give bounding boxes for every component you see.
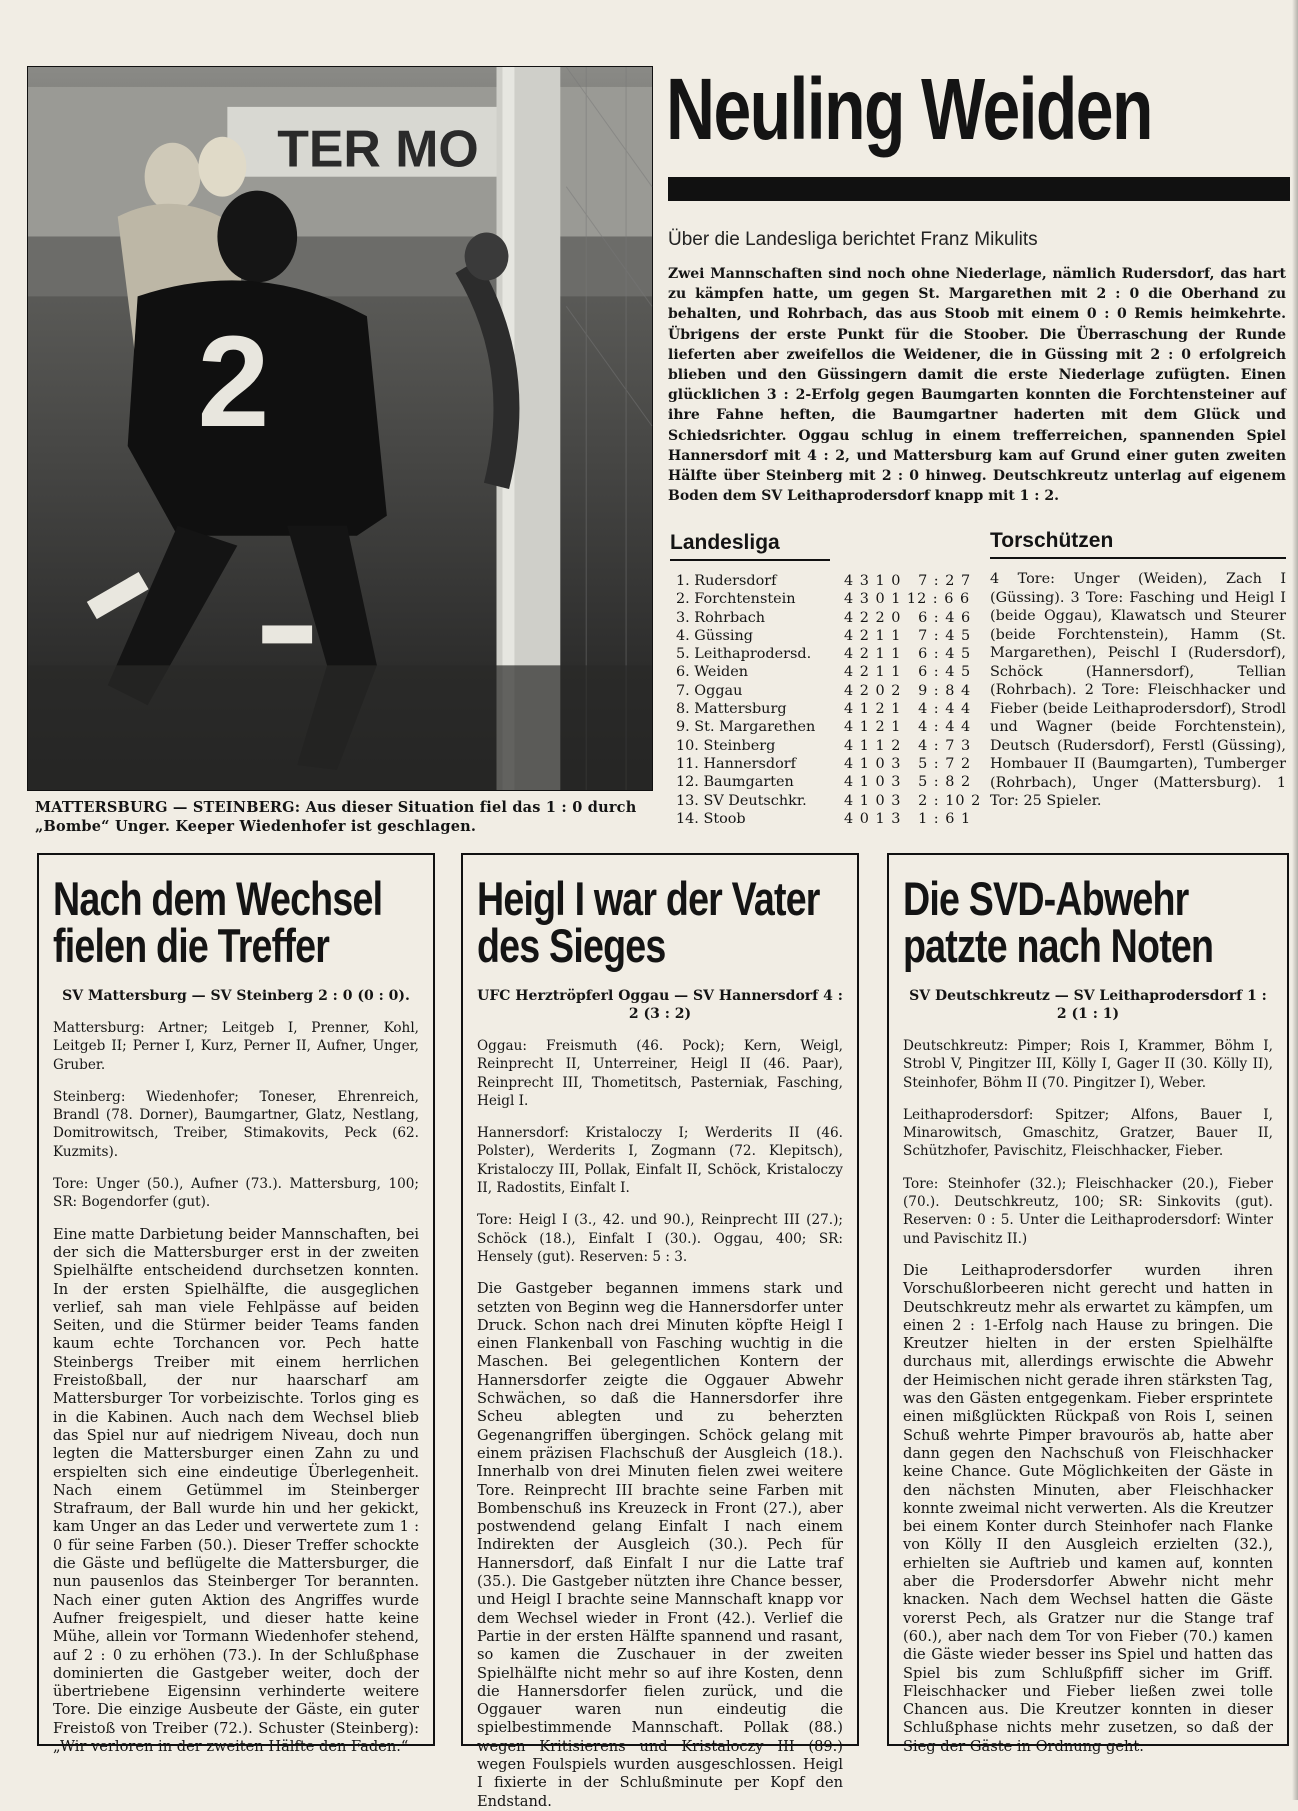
- team-name: 1. Rudersdorf: [676, 573, 777, 589]
- scorers-title: Torschützen: [990, 529, 1286, 559]
- report-body: Die Leithaprodersdorfer wurden ihren Vorschußlorbeeren nicht gerecht und hatten in Deutschkreutz mehr als erwartet zu kämpfen, um einen 2 : 1-Erfolg nach Hause zu bringen. Die Kreutzer hielten in der ersten Spielhälfte durchaus mit, allerdings erwischte die Abwehr der Heimischen nicht gerade ihren stärksten Tag, was den Gästen entgegenkam. Fieber ersprintete einen mißglückten Rückpaß von Rois I, seinen Schuß wehrte Pimper bravourös ab, hatte aber dann gegen den Nachschuß von Fleischhacker keine Chance. Gute Möglichkeiten der Gäste in den nächsten Minuten, aber Fleischhacker konnte zweimal nicht verwerten. Als die Kreutzer bei einem Konter durch Steinhofer nach Flanke von Kölly II den Ausgleich erzielten (32.), erhielten sie Auftrieb und kamen auf, konnten aber die Prodersdorfer Abwehr nicht mehr knacken. Nach dem Wechsel hatten die Gäste vorerst Pech, als Gratzer nur die Stange traf (60.), aber nach dem Tor von Fieber (70.) kamen die Gäste wieder besser ins Spiel und hatten das Spiel bis zum Schlußpfiff sicher im Griff. Fleischhacker und Fieber ließen zwei tolle Chancen aus. Die Kreutzer konnten in dieser Schlußphase nichts mehr zusetzen, so daß der Sieg der Gäste in Ordnung geht.: [903, 1261, 1273, 1755]
- standings-row: [676, 645, 976, 663]
- team-stats: 4 2 1 1 6 : 4 5: [844, 646, 972, 663]
- team-stats: 4 1 2 1 4 : 4 4: [844, 719, 972, 736]
- scorers-text: 4 Tore: Unger (Weiden), Zach I (Güssing). 3 Tore: Fasching und Heigl I (beide Oggau), Klawatsch und Steurer (beide Forchtenstein), Hamm (St. Margarethen), Peischl I (Rudersdorf), Schöck (Hannersdorf), Tellian (Rohrbach). 2 Tore: Fleischhacker und Fieber (beide Leithaprodersdorf), Strodl und Wagner (beide Forchtenstein), Deutsch (Rudersdorf), Ferstl (Güssing), Hombauer II (Baumgarten), Tumberger (Rohrbach), Unger (Mattersburg). 1 Tor: 25 Spieler.: [990, 571, 1286, 809]
- team-name: 2. Forchtenstein: [676, 591, 796, 608]
- match-result: SV Deutschkreutz — SV Leithaprodersdorf 1 : 2 (1 : 1): [909, 988, 1267, 1022]
- team-stats: 4 1 0 3 5 : 7 2: [844, 755, 972, 772]
- team-name: 6. Weiden: [676, 664, 749, 681]
- standings-title: Landesliga: [670, 531, 830, 561]
- report-headline: Die SVD-Abwehr patzte nach Noten: [903, 872, 1214, 972]
- photo-caption: MATTERSBURG — STEINBERG: Aus dieser Situation fiel das 1 : 0 durch „Bombe“ Unger. Keeper Wiedenhofer ist geschlagen.: [35, 799, 637, 835]
- match-photo: [27, 66, 653, 791]
- standings-row: [676, 792, 982, 810]
- standings-row: [676, 718, 976, 736]
- main-headline: Neuling Weiden: [666, 61, 1152, 158]
- team-stats: 4 2 1 1 6 : 4 5: [844, 664, 972, 681]
- standings-table: [676, 572, 982, 828]
- team-name: 9. St. Margarethen: [676, 719, 816, 736]
- headline-rule: [668, 177, 1290, 201]
- page-edge: [1292, 0, 1298, 1800]
- team-name: 7. Oggau: [676, 682, 743, 699]
- standings-row: [676, 682, 976, 700]
- lineup-home: Deutschkreutz: Pimper; Rois I, Krammer, Böhm I, Strobl V, Pingitzer III, Kölly I, Gager II (30. Kölly II), Steinhofer, Böhm II (70. Pingitzer I), Weber.: [903, 1038, 1273, 1091]
- match-result: UFC Herztröpferl Oggau — SV Hannersdorf 4 : 2 (3 : 2): [477, 988, 843, 1022]
- team-stats: 4 1 2 1 4 : 4 4: [844, 701, 972, 718]
- team-name: 5. Leithaprodersd.: [676, 646, 812, 663]
- report-mattersburg: [37, 853, 435, 1755]
- team-stats: 4 1 1 2 4 : 7 3: [844, 737, 972, 754]
- report-headline: Heigl I war der Vater des Sieges: [477, 872, 820, 972]
- byline: Über die Landesliga berichtet Franz Mikulits: [668, 229, 1038, 250]
- team-stats: 4 3 1 0 7 : 2 7: [844, 573, 972, 589]
- report-oggau: [461, 853, 859, 1810]
- standings-row: [676, 737, 976, 755]
- standings-row: [676, 755, 976, 773]
- intro-text: Zwei Mannschaften sind noch ohne Niederlage, nämlich Rudersdorf, das hart zu kämpfen hatte, um gegen St. Margarethen mit 2 : 0 die Oberhand zu behalten, und Rohrbach, das aus Stoob mit einem 0 : 0 Remis heimkehrte. Übrigens der erste Punkt für die Stoober. Die Überraschung der Runde lieferten aber zweifellos die Weidener, die in Güssing mit 2 : 0 erfolgreich blieben und den Güssingern damit die erste Niederlage zufügten. Einen glücklichen 3 : 2-Erfolg gegen Baumgarten konnten die Forchtensteiner auf ihre Fahne heften, die Baumgartner haderten mit dem Glück und Schiedsrichter. Oggau schlug in einem trefferreichen, spannenden Spiel Hannersdorf mit 4 : 2, und Mattersburg kam auf Grund einer guten zweiten Hälfte über Steinberg mit 2 : 0 hinweg. Deutschkreutz unterlag auf eigenem Boden dem SV Leithaprodersdorf knapp mit 1 : 2.: [668, 266, 1286, 505]
- team-name: 12. Baumgarten: [676, 774, 794, 791]
- report-body: Eine matte Darbietung beider Mannschaften, bei der sich die Mattersburger erst in der zweiten Spielhälfte entscheidend durchsetzen konnten. In der ersten Spielhälfte, die ausgeglichen verlief, sah man viele Fehlpässe auf beiden Seiten, und die Stürmer beider Teams fanden kaum echte Torchancen vor. Pech hatte Steinbergs Treiber mit einem herrlichen Freistoßball, der nur haarscharf am Mattersburger Tor vorbeizischte. Torlos ging es in die Kabinen. Auch nach dem Wechsel blieb das Spiel nur auf niedrigem Niveau, doch nun legten die Mattersburger einen Zahn zu und erspielten sich eine eindeutige Überlegenheit. Nach einem Getümmel im Steinberger Strafraum, der Ball wurde hin und her gekickt, kam Unger an das Leder und verwertete zum 1 : 0 für seine Farben (50.). Dieser Treffer schockte die Gäste und beflügelte die Mattersburger, die nun pausenlos das Steinberger Tor berannten. Nach einer guten Aktion des Angriffes wurde Aufner freigespielt, und dieser hatte keine Mühe, allein vor Tormann Wiedenhofer stehend, auf 2 : 0 zu erhöhen (73.). In der Schlußphase dominierten die Gastgeber weiter, doch der übertriebene Eigensinn verhinderte weitere Tore. Die einzige Ausbeute der Gäste, ein guter Freistoß von Treiber (72.). Schuster (Steinberg): „Wir verloren in der zweiten Hälfte den Faden.“: [53, 1225, 419, 1755]
- team-name: 13. SV Deutschkr.: [676, 792, 807, 809]
- lineup-away: Leithaprodersdorf: Spitzer; Alfons, Bauer I, Minarowitsch, Gmaschitz, Gratzer, Bauer II, Schützhofer, Pavischitz, Fleischhacker, Fieber.: [903, 1106, 1273, 1160]
- photo-shirt-number: 2: [197, 309, 270, 455]
- team-stats: 4 1 0 3 2 : 10 2: [844, 792, 982, 809]
- lineup-home: Mattersburg: Artner; Leitgeb I, Prenner, Kohl, Leitgeb II; Perner I, Kurz, Perner II, Aufner, Unger, Gruber.: [53, 1020, 419, 1073]
- standings-row: [676, 700, 976, 718]
- standings-row: [676, 773, 976, 791]
- team-name: 3. Rohrbach: [676, 609, 766, 626]
- standings-row: [676, 663, 976, 681]
- report-body: Die Gastgeber begannen immens stark und setzten von Beginn weg die Hannersdorfer unter Druck. Schon nach drei Minuten köpfte Heigl I einen Flankenball von Fasching wuchtig in die Maschen. Bei gelegentlichen Kontern der Hannersdorfer zeigte die Oggauer Abwehr Schwächen, so daß die Hannersdorfer ihre Scheu ablegten und zu beherzten Gegenangriffen übergingen. Schöck gelang mit einem präzisen Flachschuß der Ausgleich (18.). Innerhalb von drei Minuten fielen zwei weitere Tore. Reinprecht III brachte seine Farben mit Bombenschuß ins Kreuzeck in Front (27.), aber postwendend gelang Einfalt I nach einem Indirekten der Ausgleich (30.). Pech für Hannersdorf, daß Einfalt I nur die Latte traf (35.). Die Gastgeber nützten ihre Chance besser, und Heigl I brachte seine Mannschaft knapp vor dem Wechsel wieder in Front (42.). Verlief die Partie in der ersten Hälfte spannend und rasant, so kamen die Zuschauer in der zweiten Spielhälfte nicht mehr so auf ihre Kosten, denn die Hannersdorfer fielen zurück, und die Oggauer waren nun eindeutig die spielbestimmende Mannschaft. Pollak (88.) wegen Kritisierens und Kristaloczy III (89.) wegen Foulspiels wurden ausgeschlossen. Heigl I fixierte in der Schlußminute per Kopf den Endstand.: [477, 1280, 843, 1810]
- standings-row: [676, 590, 976, 608]
- team-name: 14. Stoob: [676, 810, 746, 827]
- lineup-away: Hannersdorf: Kristaloczy I; Werderits II (46. Polster), Werderits I, Zogmann (72. Klepitsch), Kristaloczy III, Pollak, Einfalt II, Schöck, Kristaloczy II, Radostits, Einfalt I.: [477, 1125, 843, 1197]
- team-name: 11. Hannersdorf: [676, 755, 796, 772]
- lineup-home: Oggau: Freismuth (46. Pock); Kern, Weigl, Reinprecht II, Unterreiner, Heigl II (46. Paar), Reinprecht III, Thometitsch, Pasterniak, Fasching, Heigl I.: [477, 1038, 843, 1109]
- team-stats: 4 1 0 3 5 : 8 2: [844, 774, 972, 791]
- team-stats: 4 3 0 1 12 : 6 6: [844, 591, 971, 608]
- team-stats: 4 2 1 1 7 : 4 5: [844, 627, 972, 644]
- team-stats: 4 2 0 2 9 : 8 4: [844, 682, 972, 699]
- report-headline: Nach dem Wechsel fielen die Treffer: [53, 872, 383, 972]
- team-name: 8. Mattersburg: [676, 701, 787, 718]
- team-name: 10. Steinberg: [676, 737, 776, 754]
- goals-info: Tore: Unger (50.), Aufner (73.). Mattersburg, 100; SR: Bogendorfer (gut).: [53, 1176, 419, 1211]
- standings-row: [676, 810, 976, 828]
- standings-row: [676, 627, 976, 645]
- photo-illustration: [28, 67, 652, 790]
- team-stats: 4 0 1 3 1 : 6 1: [844, 810, 972, 827]
- lineup-away: Steinberg: Wiedenhofer; Toneser, Ehrenreich, Brandl (78. Dorner), Baumgartner, Glatz, Nestlang, Domitrowitsch, Treiber, Stimakovits, Peck (62. Kuzmits).: [53, 1088, 419, 1160]
- goals-info: Tore: Heigl I (3., 42. und 90.), Reinprecht III (27.); Schöck (18.), Einfalt I (30.). Oggau, 400; SR: Hensely (gut). Reserven: 5 : 3.: [477, 1212, 843, 1265]
- standings-row: [676, 609, 976, 627]
- goals-info: Tore: Steinhofer (32.); Fleischhacker (20.), Fieber (70.). Deutschkreutz, 100; SR: Sinkovits (gut). Reserven: 0 : 5. Unter die Leithaprodersdorf: Winter und Pavischitz II.): [903, 1175, 1273, 1247]
- report-deutschkreutz: [887, 853, 1289, 1755]
- match-result: SV Mattersburg — SV Steinberg 2 : 0 (0 : 0).: [62, 988, 410, 1004]
- team-name: 4. Güssing: [676, 627, 753, 644]
- standings-row: [676, 572, 976, 590]
- photo-banner-text: TER MO: [277, 119, 479, 178]
- team-stats: 4 2 2 0 6 : 4 6: [844, 609, 972, 626]
